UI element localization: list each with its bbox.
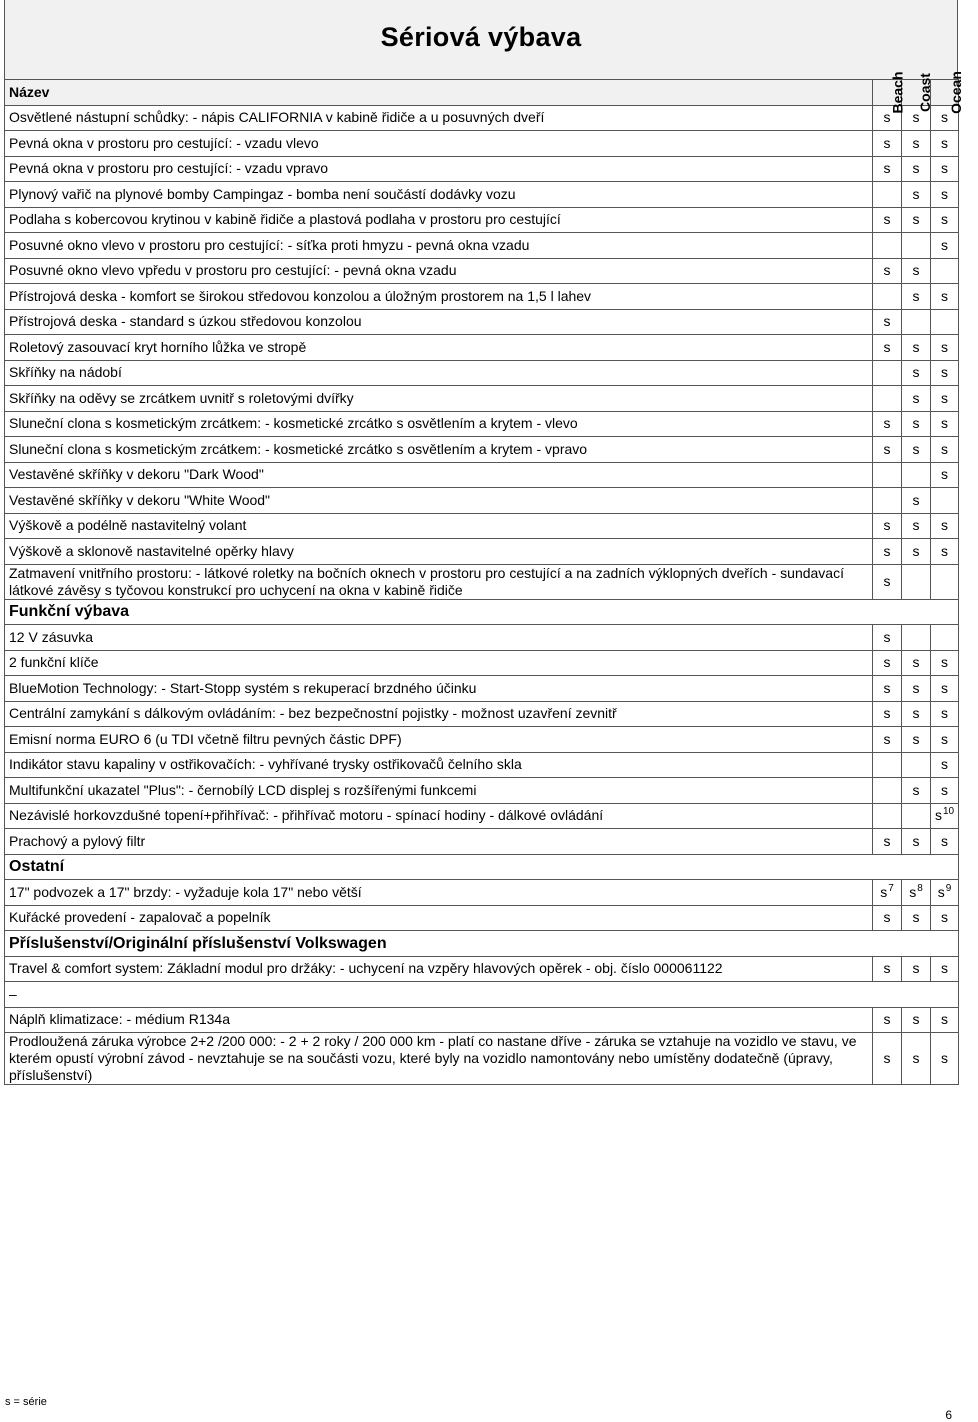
availability-mark: s: [880, 883, 888, 900]
equipment-item-name: Zatmavení vnitřního prostoru: - látkové roletky na bočních oknech v prostoru pro cestující a na zadních výklopných dveřích - sundavací látkové závěsy s tyčovou konstrukcí pro uchycení na okna v kabině řidiče: [5, 564, 873, 599]
equipment-item-name: Indikátor stavu kapaliny v ostřikovačích: - vyhřívané trysky ostřikovačů čelního skla: [5, 752, 873, 778]
table-row: [5, 386, 959, 412]
availability-mark: s: [883, 1011, 891, 1028]
page-number: 6: [945, 1408, 952, 1422]
availability-cell-ocean: [931, 462, 959, 488]
availability-cell-coast: [902, 462, 931, 488]
equipment-item-name: Multifunkční ukazatel "Plus": - černobílý LCD displej s rozšířenými funkcemi: [5, 778, 873, 804]
availability-mark: s: [883, 542, 891, 559]
availability-mark: s: [883, 832, 891, 849]
availability-cell-coast: [902, 650, 931, 676]
availability-cell-ocean: [931, 625, 959, 651]
table-row: [5, 309, 959, 335]
availability-mark: s: [912, 832, 920, 849]
availability-mark: s: [883, 338, 891, 355]
table-row: [5, 829, 959, 855]
availability-cell-beach: [873, 1007, 902, 1033]
availability-mark: s: [941, 236, 948, 253]
equipment-item-name: Náplň klimatizace: - médium R134a: [5, 1007, 873, 1033]
availability-cell-coast: [902, 335, 931, 361]
section-heading: Příslušenství/Originální příslušenství Volkswagen: [5, 931, 959, 957]
equipment-item-name: Centrální zamykání s dálkovým ovládáním: - bez bezpečnostní pojistky - možnost uzavření zevnitř: [5, 701, 873, 727]
section-heading: Funkční výbava: [5, 599, 959, 625]
availability-cell-beach: [873, 437, 902, 463]
availability-cell-coast: [902, 233, 931, 259]
equipment-table-body: [5, 70, 964, 1085]
table-row: [5, 539, 959, 565]
availability-cell-beach: [873, 701, 902, 727]
availability-mark: s: [912, 440, 920, 457]
availability-cell-coast: [902, 752, 931, 778]
availability-mark: s: [883, 109, 891, 126]
availability-cell-coast: [902, 701, 931, 727]
table-row: [5, 207, 959, 233]
availability-cell-coast: [902, 309, 931, 335]
availability-mark: s: [941, 338, 948, 355]
availability-mark: s: [883, 211, 891, 228]
table-row: [5, 778, 959, 804]
equipment-item-name: Přístrojová deska - komfort se širokou středovou konzolou a úložným prostorem na 1,5 l lahev: [5, 284, 873, 310]
availability-cell-beach: [873, 462, 902, 488]
availability-mark: s: [912, 654, 920, 671]
footnote-ref: 8: [917, 882, 923, 894]
equipment-item-name: Vestavěné skříňky v dekoru "White Wood": [5, 488, 873, 514]
availability-mark: s: [937, 883, 945, 900]
equipment-item-name: Prachový a pylový filtr: [5, 829, 873, 855]
table-row: [5, 625, 959, 651]
availability-cell-beach: [873, 803, 902, 829]
availability-mark: s: [941, 211, 948, 228]
availability-mark: s: [883, 909, 891, 926]
equipment-item-name: Skříňky na oděvy se zrcátkem uvnitř s roletovými dvířky: [5, 386, 873, 412]
table-row: [5, 1033, 959, 1085]
availability-cell-ocean: [931, 258, 959, 284]
table-row: [5, 752, 959, 778]
availability-cell-ocean: [931, 905, 959, 931]
availability-cell-coast: [902, 411, 931, 437]
equipment-item-name: Nezávislé horkovzdušné topení+přihřívač: - přihřívač motoru - spínací hodiny - dálkové ovládání: [5, 803, 873, 829]
availability-cell-ocean: [931, 564, 959, 599]
footnote-ref: 7: [888, 882, 894, 894]
equipment-item-name: Pevná okna v prostoru pro cestující: - vzadu vlevo: [5, 131, 873, 157]
availability-cell-ocean: [931, 701, 959, 727]
availability-cell-beach: [873, 207, 902, 233]
availability-cell-coast: [902, 727, 931, 753]
availability-cell-ocean: [931, 778, 959, 804]
availability-cell-ocean: [931, 727, 959, 753]
equipment-item-name: Výškově a sklonově nastavitelné opěrky hlavy: [5, 539, 873, 565]
availability-cell-beach: [873, 752, 902, 778]
availability-cell-coast: [902, 564, 931, 599]
availability-cell-ocean: [931, 411, 959, 437]
availability-mark: s: [941, 756, 948, 773]
availability-cell-beach: [873, 650, 902, 676]
availability-cell-beach: [873, 309, 902, 335]
table-row: [5, 131, 959, 157]
availability-cell-ocean: [931, 880, 959, 906]
availability-cell-beach: [873, 360, 902, 386]
availability-mark: s: [941, 109, 948, 126]
availability-mark: s: [883, 415, 891, 432]
availability-cell-beach: [873, 411, 902, 437]
availability-cell-coast: [902, 131, 931, 157]
availability-mark: s: [912, 389, 920, 406]
availability-cell-beach: [873, 131, 902, 157]
equipment-item-name: Kuřácké provedení - zapalovač a popelník: [5, 905, 873, 931]
equipment-item-name: Vestavěné skříňky v dekoru "Dark Wood": [5, 462, 873, 488]
availability-mark: s: [912, 160, 920, 177]
availability-mark: s: [941, 542, 948, 559]
availability-cell-ocean: [931, 284, 959, 310]
availability-cell-beach: [873, 513, 902, 539]
availability-cell-beach: [873, 676, 902, 702]
availability-cell-coast: [902, 905, 931, 931]
availability-mark: s: [941, 1050, 948, 1066]
availability-cell-ocean: [931, 956, 959, 982]
availability-mark: s: [883, 628, 891, 645]
availability-cell-coast: [902, 182, 931, 208]
table-row: [5, 233, 959, 259]
availability-cell-coast: [902, 539, 931, 565]
equipment-item-name: Prodloužená záruka výrobce 2+2 /200 000: - 2 + 2 roky / 200 000 km - platí co nastane dříve - záruka se vztahuje na vozidlo ve stavu, ve kterém opustí výrobní závod - nevztahuje se na součásti vozu, které byly na vozidlo namontovány nebo umístěny dodatečně (úpravy, příslušenství): [5, 1033, 873, 1085]
equipment-item-name: Pevná okna v prostoru pro cestující: - vzadu vpravo: [5, 156, 873, 182]
section-heading-row: [5, 931, 959, 957]
table-row: [5, 488, 959, 514]
availability-cell-beach: [873, 488, 902, 514]
availability-cell-ocean: [931, 182, 959, 208]
availability-cell-ocean: [931, 1007, 959, 1033]
availability-mark: s: [912, 679, 920, 696]
availability-mark: s: [912, 781, 920, 798]
column-header-coast: Coast: [902, 80, 931, 106]
availability-cell-coast: [902, 360, 931, 386]
availability-cell-beach: [873, 727, 902, 753]
availability-cell-coast: [902, 437, 931, 463]
availability-mark: s: [912, 134, 920, 151]
table-row: [5, 727, 959, 753]
availability-mark: s: [941, 730, 948, 747]
equipment-item-name: Sluneční clona s kosmetickým zrcátkem: - kosmetické zrcátko s osvětlením a krytem - vlevo: [5, 411, 873, 437]
table-row: [5, 905, 959, 931]
footnote-ref: 10: [942, 806, 955, 818]
equipment-item-name: Skříňky na nádobí: [5, 360, 873, 386]
availability-cell-beach: [873, 564, 902, 599]
table-row: [5, 335, 959, 361]
availability-mark: s: [912, 364, 920, 381]
availability-mark: s: [912, 542, 920, 559]
availability-cell-beach: [873, 386, 902, 412]
table-row: [5, 513, 959, 539]
availability-cell-beach: [873, 284, 902, 310]
availability-mark: s: [912, 287, 920, 304]
availability-cell-beach: [873, 1033, 902, 1085]
availability-cell-beach: [873, 233, 902, 259]
availability-mark: s: [912, 415, 920, 432]
equipment-item-name: Roletový zasouvací kryt horního lůžka ve stropě: [5, 335, 873, 361]
availability-cell-beach: [873, 156, 902, 182]
availability-cell-ocean: [931, 513, 959, 539]
availability-cell-ocean: [931, 437, 959, 463]
availability-cell-ocean: [931, 1033, 959, 1085]
availability-cell-coast: [902, 676, 931, 702]
equipment-item-name: Podlaha s kobercovou krytinou v kabině řidiče a plastová podlaha v prostoru pro cestující: [5, 207, 873, 233]
table-row: [5, 880, 959, 906]
availability-mark: s: [912, 211, 920, 228]
availability-mark: s: [941, 909, 948, 926]
equipment-item-name: Plynový vařič na plynové bomby Campingaz - bomba není součástí dodávky vozu: [5, 182, 873, 208]
availability-mark: s: [883, 573, 891, 589]
availability-cell-ocean: [931, 233, 959, 259]
equipment-item-name: Sluneční clona s kosmetickým zrcátkem: - kosmetické zrcátko s osvětlením a krytem - vpravo: [5, 437, 873, 463]
availability-mark: s: [912, 185, 920, 202]
table-row: [5, 437, 959, 463]
table-row: [5, 564, 959, 599]
availability-cell-beach: [873, 335, 902, 361]
availability-cell-coast: [902, 880, 931, 906]
availability-mark: s: [912, 960, 920, 977]
separator-row: [5, 982, 959, 1008]
availability-mark: s: [934, 807, 942, 824]
availability-cell-ocean: [931, 539, 959, 565]
section-heading-row: [5, 854, 959, 880]
document-header: [4, 0, 958, 80]
table-row: [5, 182, 959, 208]
table-row: [5, 258, 959, 284]
table-row: [5, 411, 959, 437]
availability-mark: s: [912, 262, 920, 279]
availability-mark: s: [941, 466, 948, 483]
availability-mark: s: [941, 185, 948, 202]
availability-cell-ocean: [931, 131, 959, 157]
availability-mark: s: [941, 287, 948, 304]
availability-mark: s: [883, 134, 891, 151]
column-header-beach: Beach: [873, 80, 902, 106]
equipment-item-name: Osvětlené nástupní schůdky: - nápis CALIFORNIA v kabině řidiče a u posuvných dveří: [5, 105, 873, 131]
table-row: [5, 803, 959, 829]
availability-cell-beach: [873, 625, 902, 651]
availability-cell-coast: [902, 156, 931, 182]
table-row: [5, 701, 959, 727]
availability-mark: s: [912, 1011, 920, 1028]
availability-mark: s: [912, 909, 920, 926]
availability-mark: s: [909, 883, 917, 900]
availability-cell-ocean: [931, 207, 959, 233]
availability-cell-coast: [902, 1007, 931, 1033]
availability-mark: s: [883, 262, 891, 279]
availability-mark: s: [941, 705, 948, 722]
equipment-item-name: Přístrojová deska - standard s úzkou středovou konzolou: [5, 309, 873, 335]
availability-mark: s: [883, 960, 891, 977]
availability-mark: s: [883, 517, 891, 534]
availability-cell-coast: [902, 207, 931, 233]
availability-mark: s: [912, 517, 920, 534]
availability-cell-coast: [902, 513, 931, 539]
availability-cell-coast: [902, 284, 931, 310]
availability-mark: s: [912, 109, 920, 126]
availability-mark: s: [941, 1011, 948, 1028]
availability-cell-coast: [902, 829, 931, 855]
equipment-item-name: Výškově a podélně nastavitelný volant: [5, 513, 873, 539]
availability-cell-beach: [873, 778, 902, 804]
availability-mark: s: [883, 313, 891, 330]
page-title: Sériová výbava: [380, 22, 582, 52]
availability-mark: s: [941, 679, 948, 696]
availability-cell-ocean: [931, 386, 959, 412]
table-row: [5, 284, 959, 310]
equipment-item-name: Posuvné okno vlevo vpředu v prostoru pro cestující: - pevná okna vzadu: [5, 258, 873, 284]
availability-mark: s: [883, 1050, 891, 1066]
availability-cell-ocean: [931, 335, 959, 361]
availability-mark: s: [912, 730, 920, 747]
equipment-item-name: Posuvné okno vlevo v prostoru pro cestující: - síťka proti hmyzu - pevná okna vzadu: [5, 233, 873, 259]
availability-cell-ocean: [931, 360, 959, 386]
availability-cell-beach: [873, 956, 902, 982]
table-row: [5, 1007, 959, 1033]
equipment-item-name: 2 funkční klíče: [5, 650, 873, 676]
availability-cell-coast: [902, 386, 931, 412]
availability-cell-ocean: [931, 676, 959, 702]
footnote-legend: s = série: [5, 1396, 47, 1408]
table-row: [5, 462, 959, 488]
equipment-item-name: 12 V zásuvka: [5, 625, 873, 651]
equipment-item-name: 17" podvozek a 17" brzdy: - vyžaduje kola 17" nebo větší: [5, 880, 873, 906]
table-header-row: [5, 80, 959, 106]
section-heading-row: [5, 599, 959, 625]
availability-mark: s: [941, 389, 948, 406]
availability-cell-coast: [902, 803, 931, 829]
availability-mark: s: [883, 705, 891, 722]
section-heading: Ostatní: [5, 854, 959, 880]
availability-cell-beach: [873, 905, 902, 931]
availability-cell-ocean: [931, 488, 959, 514]
footnote-ref: 9: [945, 882, 952, 894]
availability-mark: s: [883, 730, 891, 747]
equipment-item-name: Travel & comfort system: Základní modul pro držáky: - uchycení na vzpěry hlavových opěrek - obj. číslo 000061122: [5, 956, 873, 982]
availability-mark: s: [941, 654, 948, 671]
availability-cell-ocean: [931, 650, 959, 676]
availability-cell-coast: [902, 1033, 931, 1085]
column-header-name: Název: [5, 80, 873, 106]
availability-cell-coast: [902, 488, 931, 514]
availability-mark: s: [941, 160, 948, 177]
availability-mark: s: [912, 1050, 920, 1066]
availability-cell-ocean: [931, 752, 959, 778]
availability-cell-ocean: [931, 829, 959, 855]
availability-cell-ocean: [931, 156, 959, 182]
table-row: [5, 676, 959, 702]
availability-cell-beach: [873, 880, 902, 906]
availability-mark: s: [941, 960, 948, 977]
availability-cell-beach: [873, 258, 902, 284]
availability-cell-ocean: [931, 309, 959, 335]
separator-dash: –: [5, 982, 959, 1008]
availability-cell-beach: [873, 539, 902, 565]
availability-cell-coast: [902, 956, 931, 982]
availability-cell-beach: [873, 829, 902, 855]
availability-mark: s: [912, 338, 920, 355]
table-row: [5, 650, 959, 676]
availability-mark: s: [912, 705, 920, 722]
availability-cell-coast: [902, 258, 931, 284]
availability-cell-ocean: [931, 803, 959, 829]
equipment-table: [4, 70, 964, 1085]
equipment-item-name: Emisní norma EURO 6 (u TDI včetně filtru pevných částic DPF): [5, 727, 873, 753]
availability-mark: s: [941, 440, 948, 457]
availability-mark: s: [941, 517, 948, 534]
availability-cell-beach: [873, 182, 902, 208]
availability-mark: s: [883, 160, 891, 177]
availability-mark: s: [941, 832, 948, 849]
availability-cell-coast: [902, 625, 931, 651]
availability-mark: s: [883, 654, 891, 671]
table-row: [5, 156, 959, 182]
equipment-item-name: BlueMotion Technology: - Start-Stopp systém s rekuperací brzdného účinku: [5, 676, 873, 702]
table-row: [5, 360, 959, 386]
availability-mark: s: [883, 440, 891, 457]
availability-mark: s: [941, 364, 948, 381]
availability-mark: s: [883, 679, 891, 696]
availability-mark: s: [941, 134, 948, 151]
availability-cell-coast: [902, 778, 931, 804]
column-header-ocean: Ocean: [931, 80, 959, 106]
availability-mark: s: [912, 491, 920, 508]
table-row: [5, 105, 959, 131]
availability-mark: s: [941, 781, 948, 798]
table-row: [5, 956, 959, 982]
availability-mark: s: [941, 415, 948, 432]
